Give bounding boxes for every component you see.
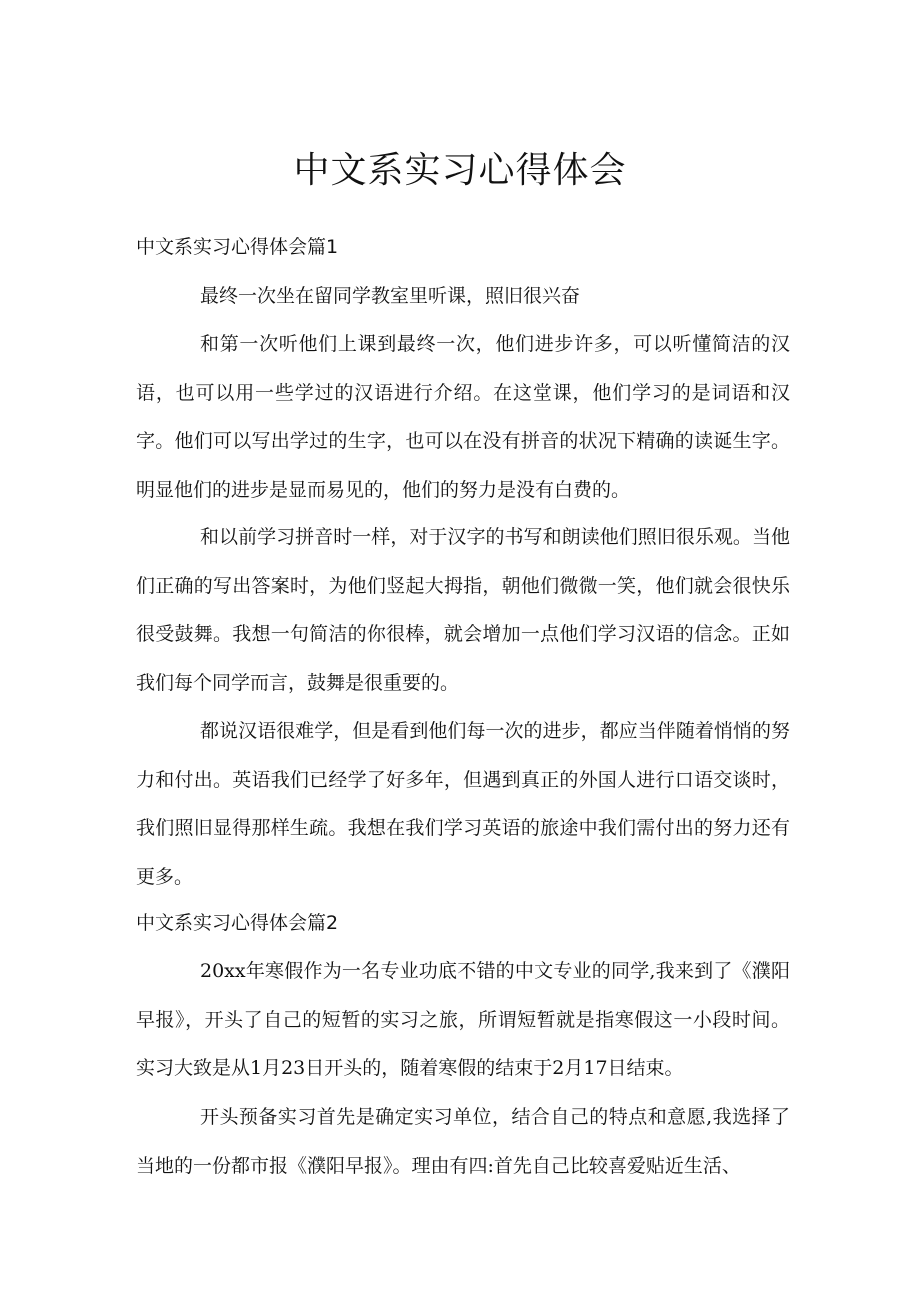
document-title: 中文系实习心得体会 [293, 150, 627, 191]
paragraph: 都说汉语很难学，但是看到他们每一次的进步，都应当伴随着悄悄的努力和付出。英语我们已经学了好多年，但遇到真正的外国人进行口语交谈时，我们照旧显得那样生疏。我想在我们学习英语的旅途中我们需付出的努力还有更多。 [136, 720, 790, 888]
paragraph: 和以前学习拼音时一样，对于汉字的书写和朗读他们照旧很乐观。当他们正确的写出答案时，为他们竖起大拇指，朝他们微微一笑，他们就会很快乐很受鼓舞。我想一句简洁的你很棒，就会增加一点他们学习汉语的信念。正如我们每个同学而言，鼓舞是很重要的。 [136, 526, 790, 694]
paragraph: 开头预备实习首先是确定实习单位，结合自己的特点和意愿,我选择了当地的一份都市报《濮阳早报》。理由有四:首先自己比较喜爱贴近生活、 [136, 1106, 790, 1177]
paragraph: 20xx年寒假作为一名专业功底不错的中文专业的同学,我来到了《濮阳早报》，开头了自己的短暂的实习之旅，所谓短暂就是指寒假这一小段时间。实习大致是从1月23日开头的，随着寒假的结束于2月17日结束。 [136, 960, 790, 1079]
section-heading-2: 中文系实习心得体会篇2 [136, 912, 339, 934]
paragraph: 和第一次听他们上课到最终一次，他们进步许多，可以听懂简洁的汉语，也可以用一些学过的汉语进行介绍。在这堂课，他们学习的是词语和汉字。他们可以写出学过的生字，也可以在没有拼音的状况下精确的读诞生字。明显他们的进步是显而易见的，他们的努力是没有白费的。 [136, 333, 790, 501]
paragraph: 最终一次坐在留同学教室里听课，照旧很兴奋 [200, 285, 581, 307]
section-heading-1: 中文系实习心得体会篇1 [136, 236, 339, 258]
